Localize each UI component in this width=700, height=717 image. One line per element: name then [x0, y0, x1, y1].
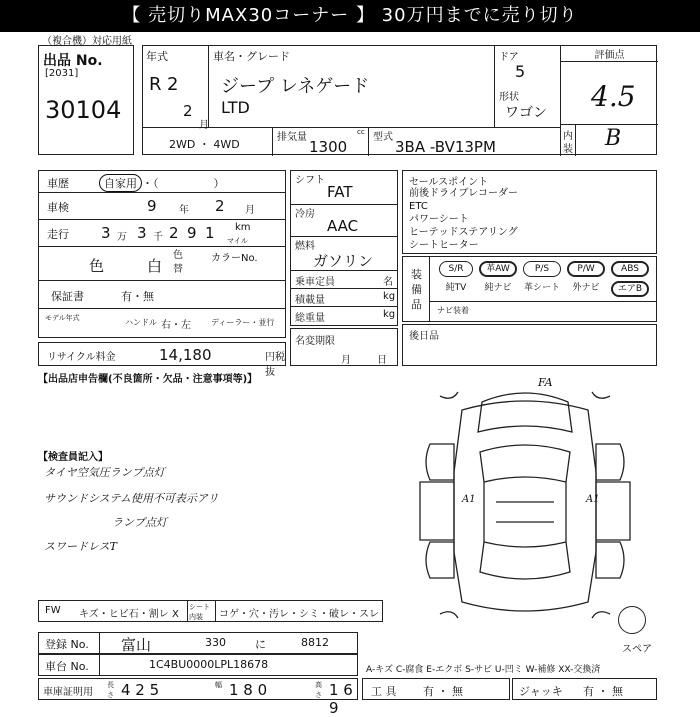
equipment-label: 装備品: [411, 268, 422, 311]
doors-cell: [495, 46, 561, 128]
car-diagram: [400, 372, 650, 634]
capacity-unit: 名: [383, 277, 393, 288]
model-year-label: モデル年式: [45, 314, 80, 322]
vin-value: 1C4BU0000LPL18678: [149, 658, 269, 671]
spare-tire-icon: [618, 606, 646, 634]
diagram-mark-left: A1: [462, 494, 476, 505]
displacement-unit: cc: [357, 128, 365, 136]
recycle-tax: 円税抜: [265, 352, 285, 378]
navi-label: ナビ装着: [437, 306, 469, 315]
year-month-unit: 月: [199, 120, 209, 131]
height-label: 高さ: [315, 681, 322, 699]
diagram-mark-right: A1: [586, 494, 600, 505]
reg-number: 8812: [301, 636, 329, 649]
renewal-unit-2: 日: [377, 355, 387, 366]
car-cell: [209, 46, 495, 128]
equip-leather-seat: 革シート: [523, 283, 560, 293]
lot-number: 30104: [45, 96, 122, 124]
mileage-sen-unit: 千: [153, 232, 163, 243]
year-value: 2: [167, 74, 179, 95]
score-cell: [561, 46, 658, 156]
sales-points-list: [409, 187, 518, 252]
interior-label-1: 内: [563, 131, 573, 142]
handle-label: ハンドル: [125, 318, 157, 327]
length-label: 長さ: [107, 681, 114, 699]
doors-label: ドア: [499, 52, 519, 63]
color-change-label: 色替: [173, 250, 183, 275]
drive-cell: [143, 128, 273, 156]
displacement-label: 排気量: [277, 132, 307, 143]
fuel-value: ガソリン: [313, 252, 374, 270]
lot-tag: [2031]: [45, 68, 79, 79]
inspection-month-unit: 月: [245, 205, 255, 216]
inspection-year-unit: 年: [179, 205, 189, 216]
drive-value: 2WD ・ 4WD: [169, 138, 240, 151]
color-no-label: カラーNo.: [211, 253, 258, 264]
fuel-label: 燃料: [295, 241, 315, 252]
renewal-box: [290, 328, 398, 366]
handle-value: 右・左: [161, 320, 191, 331]
year-label: 年式: [146, 50, 168, 63]
interior-value: B: [605, 126, 622, 151]
size-row: [38, 678, 358, 717]
ac-label: 冷房: [295, 209, 315, 220]
history-value: 自家用: [99, 174, 142, 192]
post-input-label: 後日品: [409, 331, 439, 342]
color-label: 色: [89, 257, 105, 275]
equip-ps: P/S: [523, 261, 561, 277]
sales-point: パワーシート: [409, 214, 469, 225]
weight-unit: kg: [383, 309, 396, 320]
mileage-label: 走行: [47, 228, 69, 241]
doors-value: 5: [515, 62, 526, 81]
shift-value: FAT: [327, 183, 353, 201]
inspector-label: 【検査員記入】: [38, 452, 108, 463]
reg-row: [38, 632, 358, 654]
history-rest: ・（ ）: [142, 177, 225, 190]
recycle-row: [38, 342, 286, 378]
dealer-label: ディーラー・並行: [211, 318, 275, 327]
seat-label: シート内装: [189, 603, 210, 621]
mileage-sen: 3: [137, 224, 147, 242]
displacement-cell: [273, 128, 369, 156]
fw-row: [38, 600, 383, 622]
shift-label: シフト: [295, 175, 325, 186]
year-cell: [143, 46, 209, 131]
sales-point: シートヒーター: [409, 240, 479, 251]
body-label: 形状: [499, 92, 519, 103]
equip-ext-navi: 外ナビ: [572, 283, 600, 293]
renewal-label: 名変期限: [295, 336, 335, 347]
equip-sr: S/R: [439, 261, 473, 277]
vehicle-box: [142, 45, 657, 155]
equip-pw: P/W: [567, 261, 605, 277]
size-label: 車庫証明用: [43, 687, 93, 698]
width-label: 幅: [215, 681, 222, 689]
history-table: [38, 170, 286, 338]
jack-options: 有 ・ 無: [583, 685, 623, 698]
width-value: 1 8 0: [229, 681, 268, 699]
mileage-man-unit: 万: [117, 232, 127, 243]
car-outline: [420, 392, 630, 618]
score-value: 4.5: [591, 80, 636, 113]
car-grade: LTD: [221, 98, 250, 117]
spare-label: スペア: [622, 644, 652, 655]
history-label: 車歴: [47, 177, 69, 190]
reg-class: 330: [205, 636, 226, 649]
reg-kana: に: [255, 638, 266, 651]
car-name: ジープ レネゲード: [221, 76, 370, 97]
equip-airbag: エアB: [611, 281, 649, 297]
year-era: R: [149, 74, 162, 95]
car-label: 車名・グレード: [213, 50, 290, 63]
model-label: 型式: [373, 132, 393, 143]
lot-label: 出品 No.: [43, 53, 103, 69]
equip-tv: 純TV: [445, 283, 467, 293]
reg-label: 登録 No.: [45, 638, 89, 651]
inspection-label: 車検: [47, 201, 69, 214]
sales-point: 前後ドライブレコーダー: [409, 188, 518, 199]
length-value: 4 2 5: [121, 681, 160, 699]
tools-label: 工 具: [371, 685, 397, 698]
renewal-unit: 月: [341, 355, 351, 366]
load-unit: kg: [383, 291, 396, 302]
mileage-digit-4: 1: [205, 224, 215, 242]
inspection-year: 9: [147, 197, 157, 215]
sales-points-box: [402, 170, 657, 254]
post-input-box: [402, 324, 657, 366]
warranty-value: 有・無: [121, 290, 154, 303]
inspection-month: 2: [215, 197, 225, 215]
model-cell: [369, 128, 561, 156]
height-value: 1 6 9: [329, 681, 353, 717]
diagram-mark-top: FA: [538, 376, 553, 389]
vin-row: [38, 654, 358, 676]
weight-label: 総重量: [295, 313, 325, 324]
inspector-note: サウンドシステム使用不可表示アリ: [44, 492, 219, 505]
recycle-label: リサイクル料金: [47, 352, 116, 363]
fw-options: キズ・ヒビ石・割レ X: [79, 609, 179, 620]
jack-label: ジャッキ: [519, 685, 563, 698]
load-label: 積載量: [295, 295, 325, 306]
damage-legend: A-キズ C-腐食 E-エクボ S-サビ U-凹ミ W-補修 XX-交換済: [366, 665, 601, 675]
vin-label: 車台 No.: [45, 660, 89, 673]
seat-options: コゲ・穴・汚レ・シミ・破レ・スレ: [219, 609, 379, 620]
banner: 【 売切りMAX30コーナー 】 30万円までに売り切り: [0, 0, 700, 32]
tools-row: [362, 678, 510, 700]
inspector-note: スワードレスT: [44, 540, 118, 553]
model-value: 3BA -BV13PM: [395, 138, 496, 156]
reg-place: 富山: [121, 636, 152, 654]
sales-points-label: セールスポイント: [409, 177, 489, 188]
year-month: 2: [183, 102, 193, 120]
equipment-box: [402, 256, 657, 322]
recycle-value: 14,180: [159, 346, 212, 364]
equip-navi: 純ナビ: [484, 283, 512, 293]
equip-leather-aw: 革AW: [479, 261, 517, 277]
mileage-km: km: [235, 222, 251, 233]
capacity-label: 乗車定員: [295, 277, 335, 288]
interior-label-2: 装: [563, 144, 573, 155]
warranty-label: 保証書: [51, 290, 84, 303]
inspector-note: ランプ点灯: [112, 516, 167, 529]
mileage-digit-2: 2: [169, 224, 179, 242]
tools-options: 有 ・ 無: [423, 685, 463, 698]
lot-box: [38, 45, 134, 155]
color-value: 白: [147, 257, 163, 275]
fw-label: FW: [45, 605, 61, 616]
score-label: 評価点: [561, 46, 658, 62]
ac-value: AAC: [327, 217, 359, 235]
jack-row: [512, 678, 657, 700]
displacement-value: 1300: [309, 138, 348, 156]
body-value: ワゴン: [505, 105, 547, 121]
seller-notes-label: 【出品店申告欄(不良箇所・欠品・注意事項等)】: [38, 374, 258, 385]
sales-point: ETC: [409, 201, 428, 212]
spec-table: [290, 170, 398, 326]
equip-abs: ABS: [611, 261, 649, 277]
sales-point: ヒーテッドステアリング: [409, 227, 518, 238]
mileage-man: 3: [101, 224, 111, 242]
mileage-digit-3: 9: [187, 224, 197, 242]
mileage-mile: マイル: [227, 237, 248, 245]
header-note: （複合機）対応用紙: [42, 36, 132, 47]
inspector-note: タイヤ空気圧ランプ点灯: [44, 466, 165, 479]
